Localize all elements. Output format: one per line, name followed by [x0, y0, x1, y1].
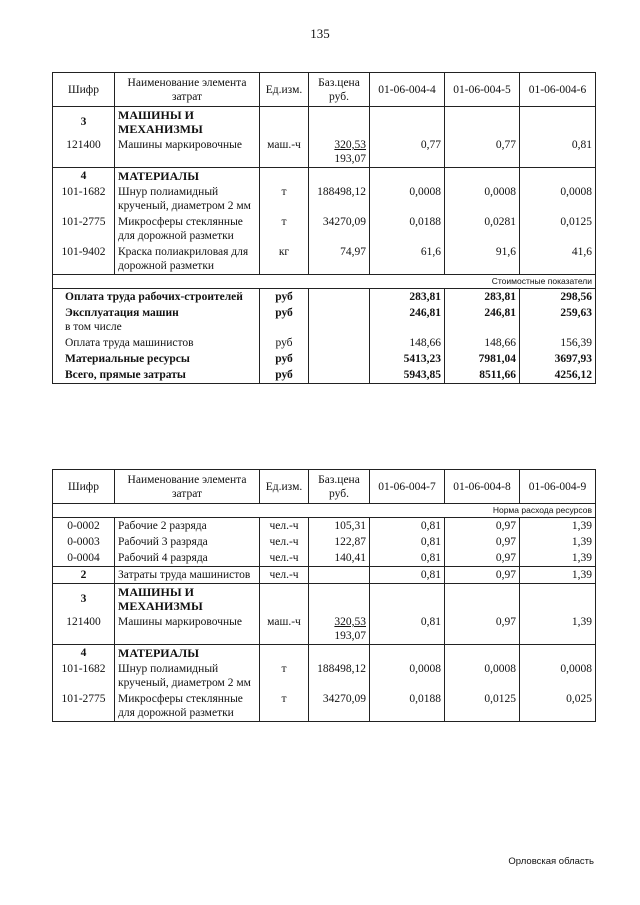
header-code: Шифр: [53, 73, 115, 107]
row-value-2: 91,6: [445, 244, 520, 275]
row-value-3: 1,39: [520, 567, 596, 584]
row-price: 188498,12: [309, 184, 370, 214]
row-value-3: 0,025: [520, 691, 596, 722]
row-value-2: 0,97: [445, 567, 520, 584]
row-code: 101-2775: [53, 691, 115, 722]
total-value-3: 4256,12: [520, 367, 596, 384]
row-value-2: 0,97: [445, 550, 520, 567]
table-row: [53, 244, 596, 275]
row-value-1: 61,6: [370, 244, 445, 275]
row-value-2: 0,0008: [445, 184, 520, 214]
total-value-3: 259,63: [520, 305, 596, 335]
table-row: [53, 184, 596, 214]
section-title: МАТЕРИАЛЫ: [115, 168, 260, 185]
row-price: 105,31: [309, 518, 370, 535]
row-price: 140,41: [309, 550, 370, 567]
row-code: 0-0002: [53, 518, 115, 535]
row-name: Машины маркировочные: [115, 137, 260, 168]
total-name: Оплата труда машинистов: [53, 335, 260, 351]
section-code: 3: [53, 107, 115, 138]
total-row-machines: [53, 305, 596, 335]
table-row: [53, 518, 596, 535]
total-value-1: 246,81: [370, 305, 445, 335]
price-top: 320,53: [334, 139, 366, 151]
cost-indicators-label: Стоимостные показатели: [53, 275, 596, 289]
row-name: Затраты труда машинистов: [115, 567, 260, 584]
header-name: Наименование элемента затрат: [115, 470, 260, 504]
table-row: [53, 534, 596, 550]
header-unit: Ед.изм.: [260, 470, 309, 504]
total-value-2: 246,81: [445, 305, 520, 335]
price-top: 320,53: [334, 616, 366, 628]
total-value-2: 8511,66: [445, 367, 520, 384]
header-name: Наименование элемента затрат: [115, 73, 260, 107]
row-code: 101-1682: [53, 661, 115, 691]
row-value-1: 0,81: [370, 567, 445, 584]
row-price: 74,97: [309, 244, 370, 275]
total-value-3: 298,56: [520, 289, 596, 306]
row-unit: чел.-ч: [260, 567, 309, 584]
row-code: 101-2775: [53, 214, 115, 244]
row-value-1: 0,81: [370, 518, 445, 535]
header-price: Баз.цена руб.: [309, 470, 370, 504]
total-unit: руб: [260, 351, 309, 367]
row-unit: кг: [260, 244, 309, 275]
row-name: Микросферы стеклянные для дорожной разметки: [115, 691, 260, 722]
section-code: 3: [53, 584, 115, 615]
row-value-3: 0,0008: [520, 184, 596, 214]
header-col-3: 01-06-004-9: [520, 470, 596, 504]
row-value-3: 41,6: [520, 244, 596, 275]
price-bottom: 193,07: [334, 630, 366, 642]
row-value-2: 0,77: [445, 137, 520, 168]
cost-indicators-row: [53, 275, 596, 289]
page-number: 135: [310, 26, 330, 41]
row-value-1: 0,0008: [370, 184, 445, 214]
table-row: [53, 550, 596, 567]
total-row-direct-costs: [53, 367, 596, 384]
row-value-1: 0,0188: [370, 214, 445, 244]
total-unit: руб: [260, 335, 309, 351]
estimate-table-2: [52, 469, 596, 722]
total-row-operators: [53, 335, 596, 351]
section-title: МАШИНЫ И МЕХАНИЗМЫ: [115, 107, 260, 138]
row-code: 121400: [53, 137, 115, 168]
row-price: [309, 614, 370, 645]
total-value-1: 5943,85: [370, 367, 445, 384]
row-unit: маш.-ч: [260, 137, 309, 168]
row-name: Краска полиакриловая для дорожной разметки: [115, 244, 260, 275]
norm-header-row: [53, 504, 596, 518]
row-code: 121400: [53, 614, 115, 645]
row-price: 122,87: [309, 534, 370, 550]
row-value-1: 0,81: [370, 550, 445, 567]
table-row: [53, 214, 596, 244]
price-bottom: 193,07: [334, 153, 366, 165]
total-subname: в том числе: [65, 321, 122, 333]
row-name: Рабочие 2 разряда: [115, 518, 260, 535]
section-row-machines: [53, 584, 596, 615]
row-value-3: 1,39: [520, 550, 596, 567]
header-code: Шифр: [53, 470, 115, 504]
section-code: 4: [53, 168, 115, 185]
row-name: Шнур полиамидный крученый, диаметром 2 мм: [115, 661, 260, 691]
row-value-1: 0,81: [370, 614, 445, 645]
header-col-2: 01-06-004-5: [445, 73, 520, 107]
total-name: Материальные ресурсы: [53, 351, 260, 367]
row-price: 34270,09: [309, 691, 370, 722]
header-col-3: 01-06-004-6: [520, 73, 596, 107]
total-value-1: 283,81: [370, 289, 445, 306]
header-price: Баз.цена руб.: [309, 73, 370, 107]
table-header-row: [53, 73, 596, 107]
row-unit: т: [260, 214, 309, 244]
section-code: 4: [53, 645, 115, 662]
section-title: МАТЕРИАЛЫ: [115, 645, 260, 662]
row-unit: т: [260, 184, 309, 214]
table-row: [53, 661, 596, 691]
total-value-3: 156,39: [520, 335, 596, 351]
row-value-3: 0,81: [520, 137, 596, 168]
section-row-materials: [53, 645, 596, 662]
row-price: 34270,09: [309, 214, 370, 244]
table-row: [53, 614, 596, 645]
row-value-3: 1,39: [520, 534, 596, 550]
estimate-table-1: [52, 72, 596, 384]
section-row-machines: [53, 107, 596, 138]
row-code: 101-1682: [53, 184, 115, 214]
table-row: [53, 137, 596, 168]
total-name: Оплата труда рабочих-строителей: [53, 289, 260, 306]
row-value-2: 0,0125: [445, 691, 520, 722]
total-value-3: 3697,93: [520, 351, 596, 367]
total-unit: руб: [260, 305, 309, 335]
row-code: 2: [53, 567, 115, 584]
row-name: Микросферы стеклянные для дорожной разметки: [115, 214, 260, 244]
header-col-1: 01-06-004-7: [370, 470, 445, 504]
table-header-row: [53, 470, 596, 504]
section-title: МАШИНЫ И МЕХАНИЗМЫ: [115, 584, 260, 615]
row-value-3: 0,0008: [520, 661, 596, 691]
row-unit: чел.-ч: [260, 518, 309, 535]
total-value-2: 7981,04: [445, 351, 520, 367]
total-unit: руб: [260, 367, 309, 384]
row-value-3: 1,39: [520, 614, 596, 645]
row-value-2: 0,97: [445, 534, 520, 550]
row-code: 0-0003: [53, 534, 115, 550]
row-value-3: 1,39: [520, 518, 596, 535]
row-unit: маш.-ч: [260, 614, 309, 645]
row-price: 188498,12: [309, 661, 370, 691]
total-unit: руб: [260, 289, 309, 306]
table-row-operators: [53, 567, 596, 584]
row-value-2: 0,97: [445, 614, 520, 645]
row-unit: чел.-ч: [260, 534, 309, 550]
total-name: Эксплуатация машин: [65, 307, 179, 319]
total-value-1: 148,66: [370, 335, 445, 351]
row-value-2: 0,97: [445, 518, 520, 535]
row-name: Машины маркировочные: [115, 614, 260, 645]
row-price: [309, 137, 370, 168]
header-col-2: 01-06-004-8: [445, 470, 520, 504]
row-code: 0-0004: [53, 550, 115, 567]
row-value-2: 0,0281: [445, 214, 520, 244]
header-unit: Ед.изм.: [260, 73, 309, 107]
row-value-1: 0,77: [370, 137, 445, 168]
norm-header-label: Норма расхода ресурсов: [53, 504, 596, 518]
total-row-materials: [53, 351, 596, 367]
row-value-1: 0,81: [370, 534, 445, 550]
total-value-2: 283,81: [445, 289, 520, 306]
row-code: 101-9402: [53, 244, 115, 275]
table-row: [53, 691, 596, 722]
row-name: Рабочий 3 разряда: [115, 534, 260, 550]
header-col-1: 01-06-004-4: [370, 73, 445, 107]
region-footer: Орловская область: [508, 856, 594, 867]
total-value-2: 148,66: [445, 335, 520, 351]
row-value-1: 0,0008: [370, 661, 445, 691]
row-value-3: 0,0125: [520, 214, 596, 244]
total-row-labor: [53, 289, 596, 306]
row-name: Шнур полиамидный крученый, диаметром 2 мм: [115, 184, 260, 214]
total-value-1: 5413,23: [370, 351, 445, 367]
row-unit: чел.-ч: [260, 550, 309, 567]
section-row-materials: [53, 168, 596, 185]
row-unit: т: [260, 661, 309, 691]
row-value-1: 0,0188: [370, 691, 445, 722]
row-unit: т: [260, 691, 309, 722]
row-value-2: 0,0008: [445, 661, 520, 691]
row-name: Рабочий 4 разряда: [115, 550, 260, 567]
total-name: Всего, прямые затраты: [53, 367, 260, 384]
